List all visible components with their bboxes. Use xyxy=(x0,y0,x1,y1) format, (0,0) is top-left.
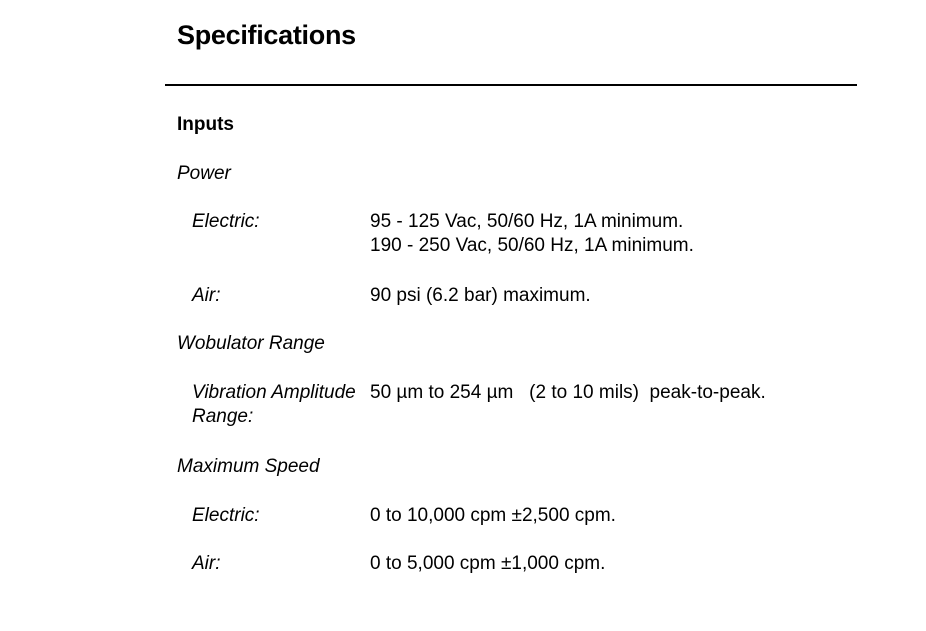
spec-value-line: 95 - 125 Vac, 50/60 Hz, 1A minimum. xyxy=(370,211,684,232)
title-divider xyxy=(165,84,857,86)
spec-value-speed-electric: 0 to 10,000 cpm ±2,500 cpm. xyxy=(370,505,616,526)
page-title: Specifications xyxy=(177,20,356,50)
spec-value-power-electric xyxy=(370,210,850,258)
spec-label-power-electric: Electric: xyxy=(192,211,260,232)
spec-label-speed-electric: Electric: xyxy=(192,505,260,526)
spec-label-power-air: Air: xyxy=(192,285,221,306)
group-heading-power: Power xyxy=(177,163,231,184)
spec-value-line: 190 - 250 Vac, 50/60 Hz, 1A minimum. xyxy=(370,235,694,256)
spec-value-power-air: 90 psi (6.2 bar) maximum. xyxy=(370,285,591,306)
section-heading-inputs: Inputs xyxy=(177,114,234,135)
spec-label-line: Vibration Amplitude xyxy=(192,382,356,403)
spec-label-vibration-amplitude xyxy=(192,381,362,429)
group-heading-wobulator-range: Wobulator Range xyxy=(177,333,325,354)
spec-value-vibration-amplitude: 50 µm to 254 µm (2 to 10 mils) peak-to-peak. xyxy=(370,382,766,403)
group-heading-maximum-speed: Maximum Speed xyxy=(177,456,320,477)
spec-label-speed-air: Air: xyxy=(192,553,221,574)
spec-value-speed-air: 0 to 5,000 cpm ±1,000 cpm. xyxy=(370,553,606,574)
spec-label-line: Range: xyxy=(192,406,254,427)
